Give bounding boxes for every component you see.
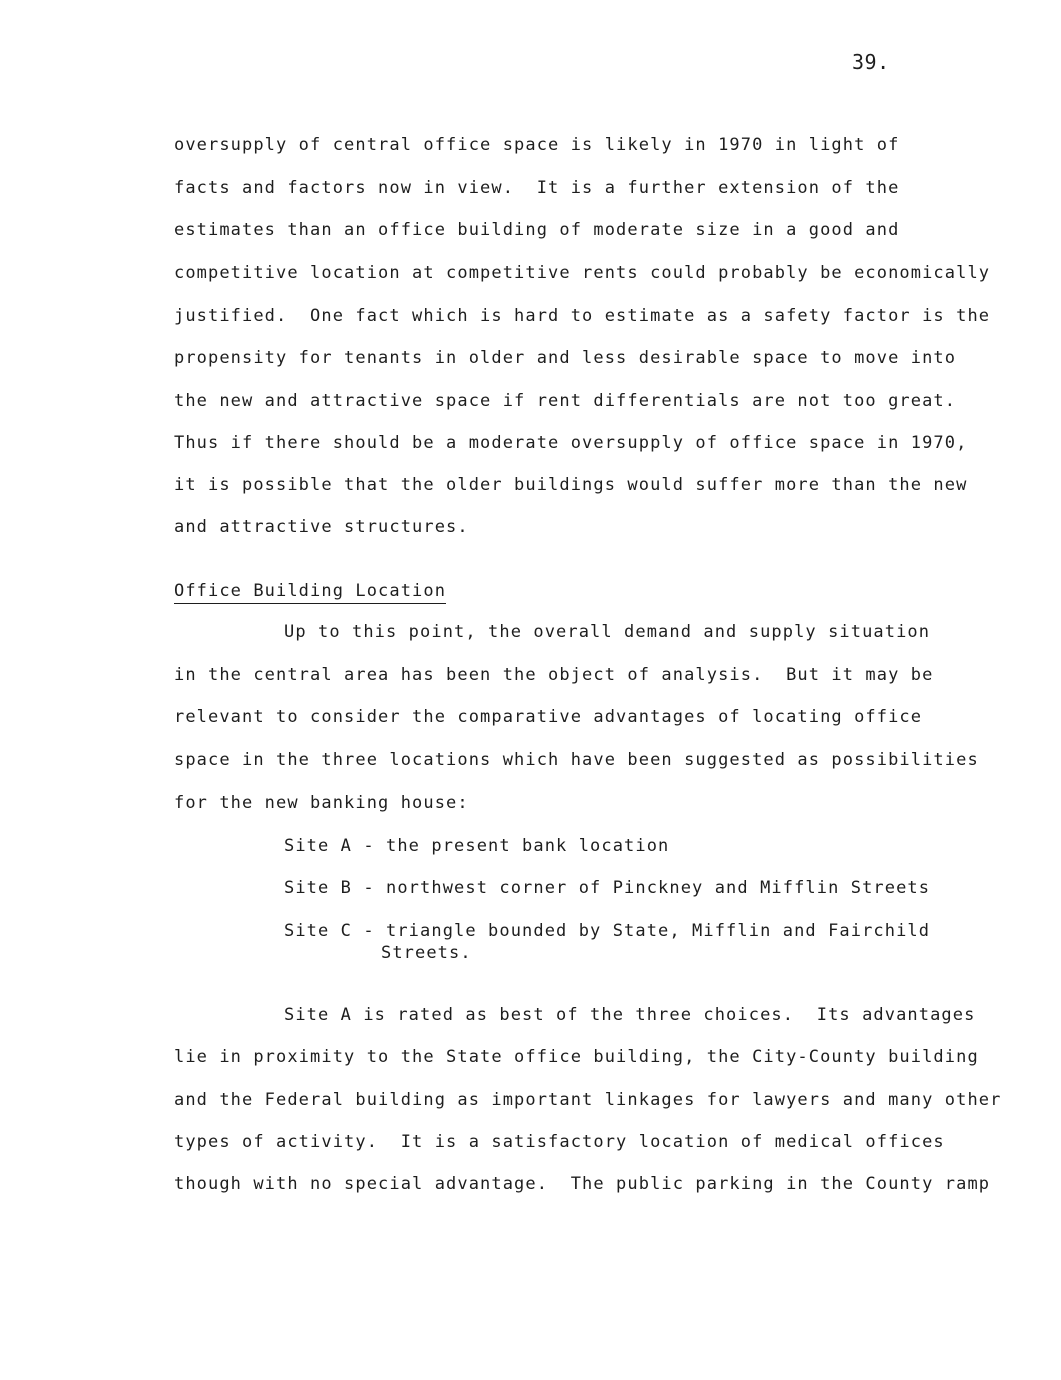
paragraph3-line: though with no special advantage. The public parking in the County ramp <box>174 1174 991 1194</box>
paragraph2-line: relevant to consider the comparative advantages of locating office <box>174 707 923 727</box>
site-list-item: Site A - the present bank location <box>284 836 670 856</box>
paragraph1-line: propensity for tenants in older and less desirable space to move into <box>174 348 957 368</box>
paragraph1-line: the new and attractive space if rent differentials are not too great. <box>174 391 957 411</box>
site-list-item: Site B - northwest corner of Pinckney and Mifflin Streets <box>284 878 931 898</box>
paragraph2-line: in the central area has been the object of analysis. But it may be <box>174 665 934 685</box>
paragraph1-line: and attractive structures. <box>174 517 469 537</box>
paragraph3-line: and the Federal building as important linkages for lawyers and many other <box>174 1090 1002 1110</box>
paragraph1-line: Thus if there should be a moderate oversupply of office space in 1970, <box>174 433 968 453</box>
page-number: 39. <box>852 50 890 74</box>
paragraph1-line: facts and factors now in view. It is a further extension of the <box>174 178 900 198</box>
paragraph3-line: lie in proximity to the State office building, the City-County building <box>174 1047 979 1067</box>
paragraph1-line: it is possible that the older buildings would suffer more than the new <box>174 475 968 495</box>
paragraph1-line: oversupply of central office space is likely in 1970 in light of <box>174 135 900 155</box>
paragraph2-line: Up to this point, the overall demand and supply situation <box>284 622 931 642</box>
paragraph2-line: for the new banking house: <box>174 793 469 813</box>
paragraph1-line: estimates than an office building of moderate size in a good and <box>174 220 900 240</box>
paragraph3-line: types of activity. It is a satisfactory location of medical offices <box>174 1132 945 1152</box>
paragraph2-line: space in the three locations which have been suggested as possibilities <box>174 750 979 770</box>
site-list-item: Site C - triangle bounded by State, Mifflin and Fairchild <box>284 921 931 941</box>
paragraph1-line: competitive location at competitive rents could probably be economically <box>174 263 991 283</box>
paragraph1-line: justified. One fact which is hard to estimate as a safety factor is the <box>174 306 991 326</box>
site-list-item-continuation: Streets. <box>381 943 472 963</box>
section-heading: Office Building Location <box>174 580 446 604</box>
paragraph3-line: Site A is rated as best of the three choices. Its advantages <box>284 1005 976 1025</box>
